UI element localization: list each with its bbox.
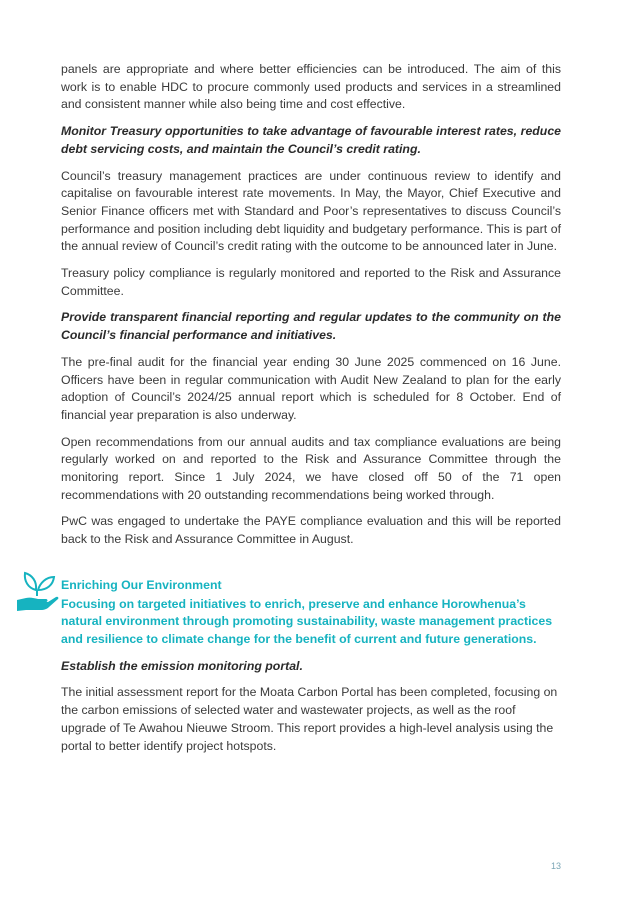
heading-treasury: Monitor Treasury opportunities to take advantage of favourable interest rates, reduce debt servicing costs, and maintain the Council’s credit rating. <box>61 124 561 156</box>
heading-emission-portal: Establish the emission monitoring portal. <box>61 658 303 673</box>
hand-with-leaves-icon <box>15 569 59 613</box>
page-number: 13 <box>551 861 562 871</box>
section-body <box>61 658 561 756</box>
page-content <box>61 61 561 764</box>
paragraph-pwc: PwC was engaged to undertake the PAYE compliance evaluation and this will be reported back to the Risk and Assurance Committee in August. <box>61 514 561 547</box>
section-enriching-environment <box>61 577 561 755</box>
section-title: Enriching Our Environment <box>61 577 222 592</box>
section-subtitle: Focusing on targeted initiatives to enrich, preserve and enhance Horowhenua’s natural environment through promoting sustainability, waste management practices and resilience to climate change for the benefit of current and future generations. <box>61 596 553 646</box>
paragraph-prefinal-audit: The pre-final audit for the financial year ending 30 June 2025 commenced on 16 June. Officers have been in regular communication with Audit New Zealand to plan for the early adoption of Council’s 2024/25 annual report which is scheduled for 8 October. End of financial year preparation is also underway. <box>61 354 561 422</box>
paragraph-treasury-compliance: Treasury policy compliance is regularly monitored and reported to the Risk and Assurance Committee. <box>61 266 561 298</box>
paragraph-treasury-management: Council’s treasury management practices are under continuous review to identify and capitalise on favourable interest rate movements. In May, the Mayor, Chief Executive and Senior Finance officers met with Standard and Poor’s representatives to discuss Council’s performance and position including debt liquidity and budgetary performance. This is part of the annual review of Council’s credit rating with the outcome to be announced later in June. <box>61 168 561 254</box>
paragraph-moata-carbon-portal: The initial assessment report for the Moata Carbon Portal has been completed, focusing on the carbon emissions of selected water and wastewater projects, as well as the roof upgrade of Te Awahou Nieuwe Stroom. This report provides a high-level analysis using the portal to better identify project hotspots. <box>61 685 558 753</box>
paragraph-procurement: panels are appropriate and where better efficiencies can be introduced. The aim of this work is to enable HDC to procure commonly used products and services in a streamlined and consistent manner while also being time and cost effective. <box>61 62 561 112</box>
paragraph-open-recommendations: Open recommendations from our annual audits and tax compliance evaluations are being regularly worked on and reported to the Risk and Assurance Committee through the monitoring report. Since 1 July 2024, we have closed off 50 of the 71 open recommendations with 20 outstanding recommendations being worked through. <box>61 434 561 502</box>
heading-financial-reporting: Provide transparent financial reporting and regular updates to the community on the Council’s financial performance and initiatives. <box>61 310 561 343</box>
